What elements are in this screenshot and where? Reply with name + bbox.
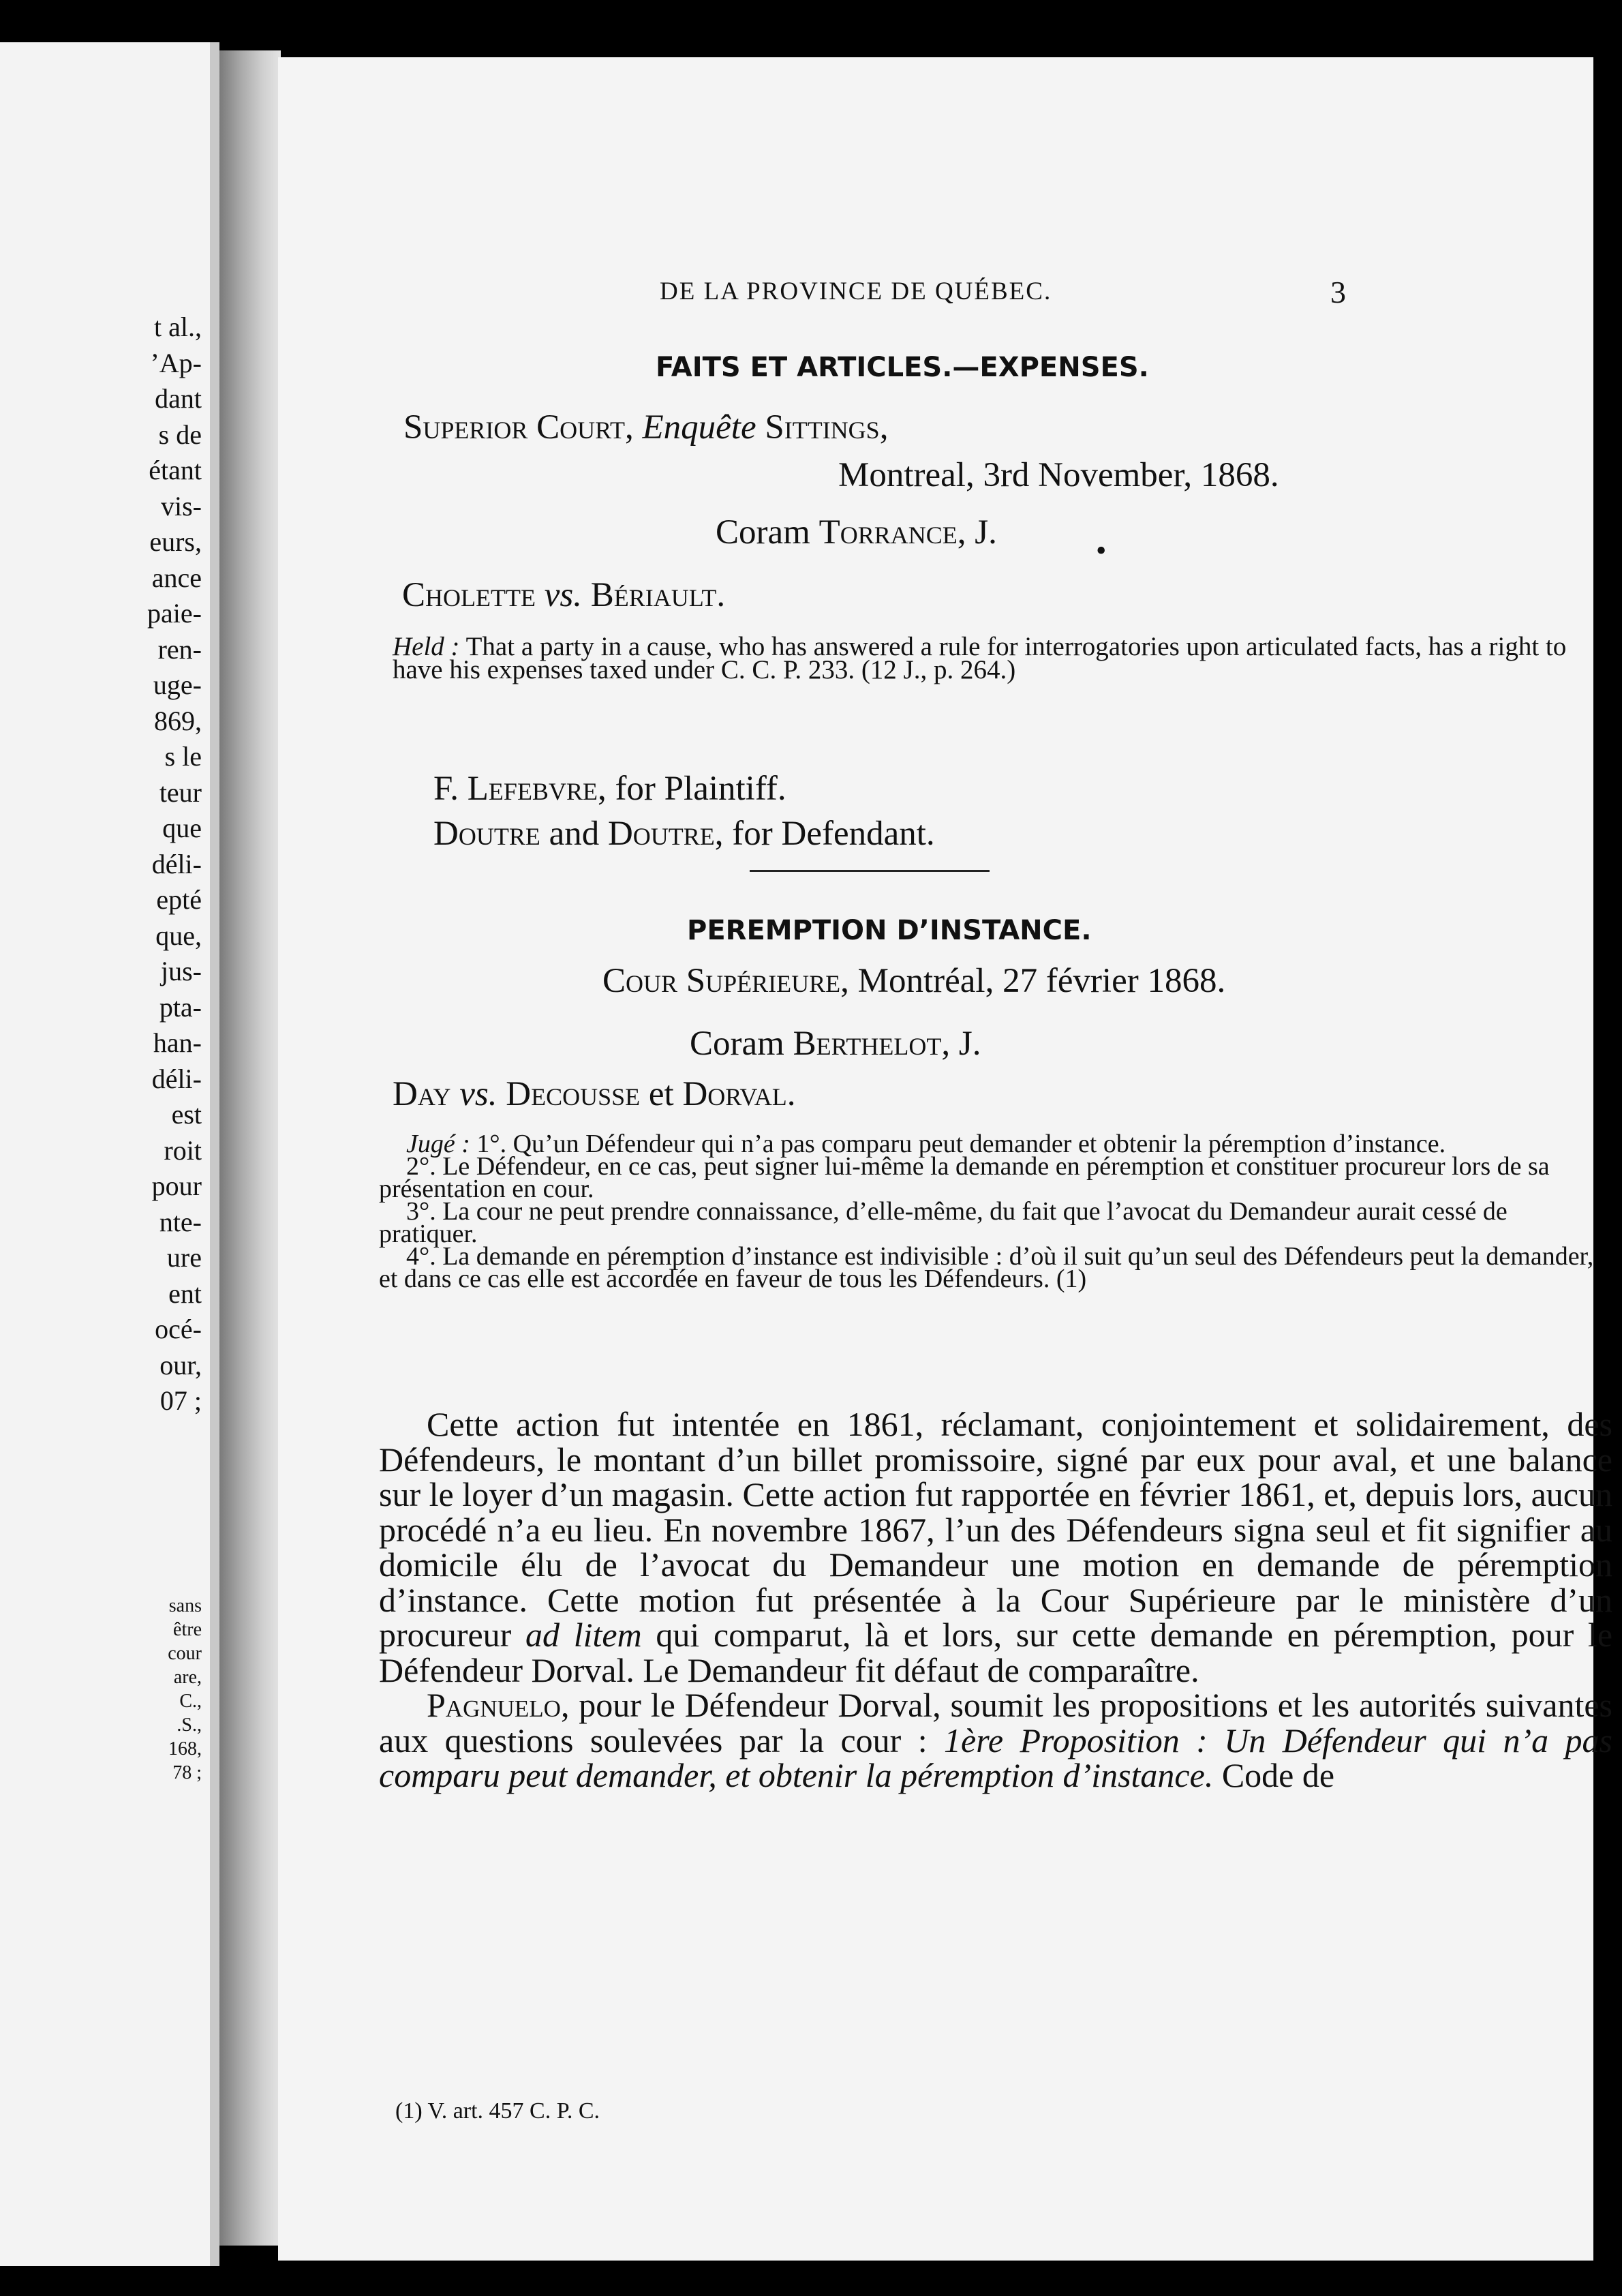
book-gutter bbox=[219, 50, 281, 2246]
fragment-note-line: sans bbox=[168, 1595, 202, 1616]
fragment-line: ren- bbox=[157, 633, 202, 665]
coram-line bbox=[716, 513, 997, 552]
previous-page-edge bbox=[0, 42, 219, 2266]
versus: vs. bbox=[544, 576, 582, 614]
fragment-line: vis- bbox=[161, 490, 202, 522]
case-parties-2 bbox=[393, 1074, 796, 1114]
fragment-note-line: cour bbox=[168, 1643, 202, 1664]
coram-word: Coram bbox=[716, 513, 810, 552]
fragment-line: que bbox=[162, 813, 202, 843]
case-parties bbox=[402, 575, 725, 615]
place-date: Montreal, 3rd November, 1868. bbox=[838, 456, 1279, 494]
counsel-defendant-name-2: Doutre, bbox=[607, 815, 724, 853]
fragment-note-line: 168, bbox=[168, 1738, 202, 1759]
counsel-defendant-and: and bbox=[549, 815, 600, 853]
juge-item-1-text: 1°. Qu’un Défendeur qui n’a pas comparu peut demander et obtenir la péremption d’instance. bbox=[476, 1130, 1446, 1158]
party-et: et bbox=[648, 1075, 674, 1113]
fragment-line: déli- bbox=[151, 1063, 202, 1094]
place-date-2: Montréal, 27 février 1868. bbox=[857, 962, 1226, 1000]
held-label: Held : bbox=[393, 632, 460, 661]
fragment-line: uge- bbox=[153, 669, 202, 700]
court-sitting: Sittings, bbox=[765, 408, 889, 447]
juge-item-4: 4°. La demande en péremption d’instance est indivisible : d’où il suit qu’un seul des Défendeurs peut la demander, et dans ce cas elle est accordée en faveur de tous les Défendeurs. (1) bbox=[379, 1242, 1594, 1293]
counsel-plaintiff-name: F. Lefebvre, bbox=[433, 770, 607, 808]
court-line bbox=[403, 408, 888, 447]
fragment-note-line: 78 ; bbox=[172, 1762, 202, 1783]
fragment-line: han- bbox=[153, 1027, 202, 1058]
fragment-note-line: C., bbox=[179, 1691, 202, 1712]
counsel-defendant-role: for Defendant. bbox=[732, 815, 935, 853]
paragraph-1 bbox=[379, 1407, 1612, 1688]
fragment-line: epté bbox=[156, 884, 202, 915]
page bbox=[278, 57, 1613, 2261]
fragment-note-line: are, bbox=[173, 1667, 202, 1688]
defendant-name-2b: Dorval. bbox=[682, 1075, 796, 1113]
footnote: (1) V. art. 457 C. P. C. bbox=[395, 2098, 600, 2124]
fragment-line: paie- bbox=[147, 598, 202, 629]
counsel-defendant bbox=[433, 814, 935, 854]
headnote-juge bbox=[379, 1130, 1610, 1293]
paragraph-1-text-a: Cette action fut intentée en 1861, réclamant, conjointement et solidairement, des Défendeurs, le montant d’un billet promissoire, signé par eux pour aval, et une balance sur le loyer d’un magasin. Cette action fut rapportée en février 1861, et, depuis lors, aucun procédé n’a eu lieu. En novembre 1867, l’un des Défendeurs signa seul et fit signifier au domicile élu de l’avocat du Demandeur une motion en demande de péremption d’instance. Cette motion fut présentée à la Cour Supérieure par le ministère d’un procureur bbox=[379, 1405, 1612, 1654]
fragment-line: teur bbox=[159, 776, 202, 808]
coram-line-2 bbox=[690, 1024, 981, 1063]
fragment-line: our, bbox=[159, 1349, 202, 1380]
fragment-line: roit bbox=[164, 1134, 202, 1166]
fragment-line: ent bbox=[168, 1278, 202, 1309]
counsel-defendant-name-1: Doutre bbox=[433, 815, 540, 853]
fragment-line: ure bbox=[166, 1242, 202, 1273]
fragment-line: pour bbox=[151, 1170, 202, 1201]
fragment-line: ance bbox=[151, 562, 202, 593]
fragment-note-line: être bbox=[173, 1619, 202, 1640]
case-heading-2: PEREMPTION D’INSTANCE. bbox=[687, 915, 1092, 946]
fragment-line: nte- bbox=[159, 1206, 202, 1237]
paragraph-1-text-b: qui comparut, là et lors, sur cette demande en péremption, pour le Défendeur Dorval. Le Demandeur fit défaut de comparaître. bbox=[379, 1616, 1613, 1689]
fragment-line: océ- bbox=[155, 1314, 202, 1344]
juge-item-3: 3°. La cour ne peut prendre connaissance, d’elle-même, du fait que l’avocat du Demandeur aurait cessé de pratiquer. bbox=[379, 1197, 1508, 1248]
court-sitting-type: Enquête bbox=[642, 408, 756, 447]
page-number: 3 bbox=[1330, 275, 1346, 309]
judgment-body bbox=[379, 1407, 1612, 1794]
paragraph-2-text-b: Code de bbox=[1221, 1756, 1335, 1794]
court-name: Superior Court, bbox=[403, 408, 634, 447]
court-line-2 bbox=[602, 961, 1225, 1001]
counsel-plaintiff-role: for Plaintiff. bbox=[615, 770, 786, 808]
fragment-line: s de bbox=[158, 419, 202, 450]
page-edge-shadow bbox=[210, 42, 219, 2266]
plaintiff-name: Cholette bbox=[402, 576, 536, 614]
versus-2: vs. bbox=[459, 1075, 498, 1113]
paragraph-2-italic: 1ère Proposition : Un Défendeur qui n’a pas comparu peut demander, et obtenir la péremption d’instance. bbox=[379, 1721, 1613, 1794]
held-text: That a party in a cause, who has answered a rule for interrogatories upon articulated facts, has a right to have his expenses taxed under C. C. P. 233. (12 J., p. 264.) bbox=[393, 632, 1567, 684]
fragment-line: s le bbox=[164, 741, 202, 772]
fragment-line: ’Ap- bbox=[150, 347, 202, 378]
paragraph-2 bbox=[379, 1688, 1612, 1794]
paragraph-2-text-a: pour le Défendeur Dorval, soumit les propositions et les autorités suivantes aux questions soulevées par la cour : bbox=[379, 1686, 1613, 1759]
judge-name-2: Berthelot, J. bbox=[793, 1025, 981, 1063]
fragment-line: que, bbox=[155, 920, 202, 951]
paragraph-1-italic: ad litem bbox=[525, 1616, 642, 1654]
fragment-line: 869, bbox=[154, 705, 202, 736]
counsel-name: Pagnuelo, bbox=[427, 1686, 570, 1724]
defendant-name: Bériault. bbox=[590, 576, 726, 614]
fragment-line: pta- bbox=[159, 991, 202, 1023]
court-name-2: Cour Supérieure, bbox=[602, 962, 849, 1000]
juge-label: Jugé : bbox=[406, 1130, 470, 1158]
fragment-line: jus- bbox=[161, 956, 202, 986]
fragment-note-line: .S., bbox=[177, 1715, 202, 1736]
defendant-name-2a: Decousse bbox=[506, 1075, 641, 1113]
headnote-held bbox=[393, 632, 1612, 684]
fragment-line: déli- bbox=[151, 848, 202, 879]
counsel-plaintiff bbox=[433, 769, 786, 809]
print-speck: • bbox=[1096, 534, 1107, 567]
fragment-line: est bbox=[171, 1099, 202, 1130]
fragment-line: dant bbox=[155, 383, 202, 414]
plaintiff-name-2: Day bbox=[393, 1075, 451, 1113]
juge-item-2: 2°. Le Défendeur, en ce cas, peut signer lui-même la demande en péremption et constituer procureur lors de sa présentation en cour. bbox=[379, 1152, 1550, 1203]
section-divider bbox=[750, 870, 990, 872]
case-heading: FAITS ET ARTICLES.—EXPENSES. bbox=[656, 352, 1149, 383]
fragment-line: t al., bbox=[154, 312, 202, 342]
judge-name: Torrance, J. bbox=[818, 513, 997, 552]
coram-word-2: Coram bbox=[690, 1025, 784, 1063]
fragment-line: 07 ; bbox=[159, 1385, 202, 1416]
running-head-title: DE LA PROVINCE DE QUÉBEC. bbox=[660, 277, 1052, 305]
fragment-line: étant bbox=[149, 455, 202, 485]
fragment-line: eurs, bbox=[149, 526, 202, 557]
